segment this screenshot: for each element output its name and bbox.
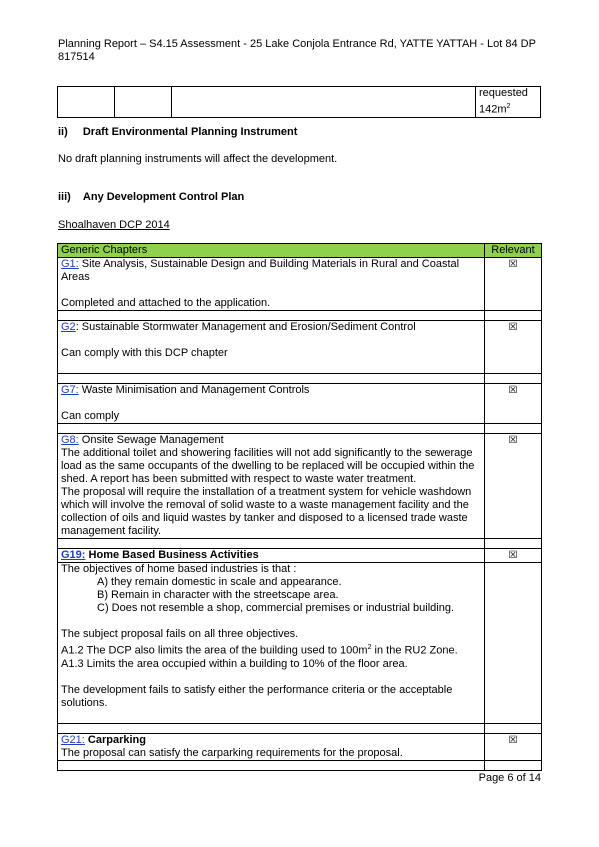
spacer-row	[58, 311, 542, 321]
section-iii-heading	[58, 191, 244, 203]
g7-text: Can comply	[61, 410, 120, 422]
g19-text: in the RU2 Zone.	[371, 644, 458, 657]
table-row	[58, 384, 542, 424]
table-row	[58, 549, 542, 563]
g1-link[interactable]: G1:	[61, 258, 79, 270]
spacer-row	[58, 374, 542, 384]
chapter-g2	[58, 321, 485, 374]
table-row	[58, 563, 542, 724]
g8-text: The additional toilet and showering facilities will not add significantly to the sewerage load as the same occupants of the dwelling to be replaced will be occupied within the shed. A report has been submitted with respect to waste water treatment.	[61, 447, 475, 485]
g21-relevant	[485, 733, 542, 760]
g19-relevant	[485, 549, 542, 563]
header-relevant: Relevant	[485, 244, 542, 258]
checked-box-icon: ☒	[508, 550, 518, 561]
g19-text: The development fails to satisfy either the performance criteria or the acceptable solutions.	[61, 683, 453, 709]
spacer-row	[58, 723, 542, 733]
empty-cell	[172, 87, 476, 118]
spacer-row	[58, 539, 542, 549]
spacer-row	[58, 760, 542, 770]
g1-relevant	[485, 258, 542, 311]
area-value: 142m	[479, 103, 507, 116]
section-ii-body: No draft planning instruments will affect the development.	[58, 153, 338, 165]
g2-relevant	[485, 321, 542, 374]
g1-title: Site Analysis, Sustainable Design and Building Materials in Rural and Coastal Areas	[61, 258, 460, 283]
table-row	[58, 321, 542, 374]
area-sup: 2	[506, 103, 511, 110]
empty-cell	[485, 563, 542, 724]
g19-text: The subject proposal fails on all three objectives.	[61, 628, 299, 640]
page-header: Planning Report – S4.15 Assessment - 25 Lake Conjola Entrance Rd, YATTE YATTAH - Lot 84 DP 817514	[58, 38, 536, 63]
g8-relevant	[485, 434, 542, 539]
g2-text: Can comply with this DCP chapter	[61, 347, 228, 359]
checked-box-icon: ☒	[508, 259, 518, 270]
requested-label: requested	[479, 87, 528, 99]
spacer-row	[58, 424, 542, 434]
requested-cell	[476, 87, 541, 118]
checked-box-icon: ☒	[508, 385, 518, 396]
list-item: A) they remain domestic in scale and appearance.	[97, 576, 342, 588]
g7-link[interactable]: G7:	[61, 384, 79, 396]
chapter-g1	[58, 258, 485, 311]
g19-title: Home Based Business Activities	[85, 549, 259, 561]
table-row	[58, 434, 542, 539]
section-title: Draft Environmental Planning Instrument	[82, 126, 298, 138]
g19-area-limit	[61, 641, 481, 658]
chapter-g21	[58, 733, 485, 760]
chapter-g19-title	[58, 549, 485, 563]
empty-cell	[58, 87, 115, 118]
page-number: Page 6 of 14	[478, 772, 541, 784]
g19-intro: The objectives of home based industries is that :	[61, 563, 297, 575]
g21-text: The proposal can satisfy the carparking requirements for the proposal.	[61, 746, 403, 759]
section-ii-heading	[58, 126, 297, 138]
g8-text: The proposal will require the installation of a treatment system for vehicle washdown which will involve the removal of solid waste to a waste management facility and the collection of oils and liquid wastes by tanker and disposed to a licensed trade waste management facility.	[61, 486, 472, 537]
g8-title: Onsite Sewage Management	[78, 434, 224, 446]
g2-link[interactable]: G2	[61, 321, 76, 333]
header-chapters: Generic Chapters	[58, 244, 485, 258]
g19-text: A1.3 Limits the area occupied within a building to 10% of the floor area.	[61, 657, 408, 670]
section-title: Any Development Control Plan	[82, 191, 245, 203]
dcp-table	[57, 243, 542, 771]
section-number: iii)	[58, 191, 71, 203]
g19-link[interactable]: G19:	[61, 549, 86, 561]
g7-relevant	[485, 384, 542, 424]
g8-link[interactable]: G8:	[61, 434, 79, 446]
chapter-g8	[58, 434, 485, 539]
g2-title: : Sustainable Stormwater Management and Erosion/Sediment Control	[75, 321, 416, 333]
objectives-list	[61, 576, 481, 615]
g1-text: Completed and attached to the application.	[61, 297, 271, 309]
g7-title: Waste Minimisation and Management Controls	[78, 384, 310, 396]
list-item: B) Remain in character with the streetscape area.	[97, 589, 339, 601]
chapter-g7	[58, 384, 485, 424]
g21-link[interactable]: G21:	[61, 733, 85, 746]
checked-box-icon: ☒	[508, 734, 518, 746]
g19-text: A1.2 The DCP also limits the area of the building used to 100m	[61, 644, 368, 657]
empty-cell	[115, 87, 172, 118]
table-header-row	[58, 244, 542, 258]
g21-title: Carparking	[84, 733, 146, 746]
continued-table	[57, 86, 541, 118]
checked-box-icon: ☒	[508, 435, 518, 446]
checked-box-icon: ☒	[508, 322, 518, 333]
list-item: C) Does not resemble a shop, commercial premises or industrial building.	[97, 602, 455, 614]
chapter-g19-body	[58, 563, 485, 724]
dcp-title: Shoalhaven DCP 2014	[58, 219, 170, 231]
table-row	[58, 258, 542, 311]
area-sup: 2	[367, 644, 372, 651]
table-row	[58, 733, 542, 760]
section-number: ii)	[58, 126, 68, 138]
